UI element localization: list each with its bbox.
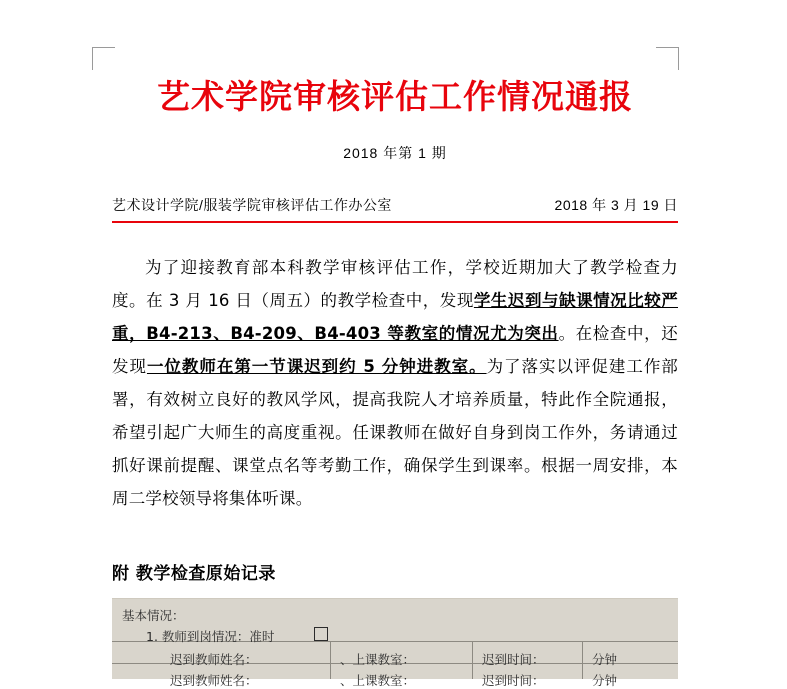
scan-item-3: 迟到教师姓名： (170, 673, 258, 689)
scan-cell-room-2: 、上课教室： (340, 673, 416, 689)
scan-item-1: 1. 教师到岗情况：准时 (146, 629, 275, 645)
scan-cell-late-time-2: 迟到时间： (482, 673, 545, 689)
body-emphasis-2: 一位教师在第一节课迟到约 5 分钟进教室。 (146, 357, 487, 377)
body-paragraph (112, 251, 678, 515)
scan-table-vline-2 (472, 641, 473, 679)
red-divider-rule (112, 221, 678, 223)
scan-table-vline-1 (330, 641, 331, 679)
scan-item-2: 迟到教师姓名： (170, 652, 258, 668)
body-text-part-2: 。在检查中，还发现 (112, 324, 678, 377)
document-issue-number: 2018 年第 1 期 (343, 145, 447, 162)
body-text-part-1: 为了迎接教育部本科教学审核评估工作，学校近期加大了教学检查力度。在 3 月 16 日（周五）的教学检查中，发现 (112, 258, 678, 311)
scanned-record-image (112, 598, 678, 689)
issuing-office: 艺术设计学院/服装学院审核评估工作办公室 (112, 197, 392, 214)
document-body (112, 62, 679, 689)
scan-table-vline-3 (582, 641, 583, 679)
document-title: 艺术学院审核评估工作情况通报 (157, 77, 633, 116)
attachment-title: 附 教学检查原始记录 (112, 564, 276, 585)
scan-cell-room-1: 、上课教室： (340, 652, 416, 668)
scan-heading: 基本情况： (122, 608, 185, 624)
document-meta-row (112, 195, 678, 215)
issue-date: 2018 年 3 月 19 日 (554, 197, 678, 214)
scan-checkbox-icon (314, 627, 328, 641)
scan-cell-late-time-1: 迟到时间： (482, 652, 545, 668)
body-text-part-3: 为了落实以评促建工作部署，有效树立良好的教风学风，提高我院人才培养质量，特此作全院通报，希望引起广大师生的高度重视。任课教师在做好自身到岗工作外，务请通过抓好课前提醒、课堂点名等考勤工作，确保学生到课率。根据一周安排，本周二学校领导将集体听课。 (112, 357, 679, 509)
scan-cell-minutes-1: 分钟 (592, 652, 618, 668)
body-emphasis-1: 学生迟到与缺课情况比较严重，B4-213、B4-209、B4-403 等教室的情况尤为突出 (112, 291, 678, 344)
scan-cell-minutes-2: 分钟 (592, 673, 618, 689)
